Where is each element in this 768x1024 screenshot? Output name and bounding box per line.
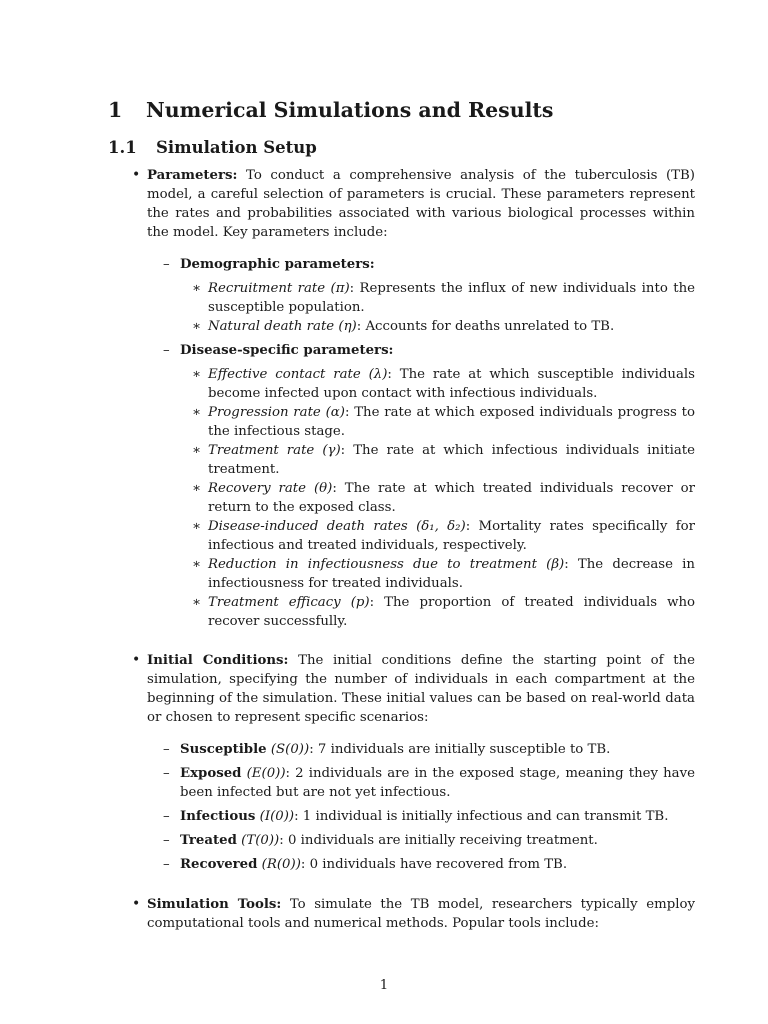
page-number: 1 [379, 978, 389, 993]
demographic-items [180, 279, 695, 336]
compartment-name: Infectious [180, 809, 256, 824]
initial-conditions-text: The initial conditions define the starting point of the simulation, specifying the number of individuals in each compartment at the beginning of the simulation. These initial values can be based on real-world data or chosen to represent specific scenarios: [147, 653, 695, 725]
list-item [147, 855, 695, 874]
param-symbol: (δ₁, δ₂) [416, 519, 466, 534]
list-item [180, 593, 695, 631]
param-desc: : Mortality rates specifically for infectious and treated individuals, respectively. [208, 519, 695, 553]
compartment-desc: : 2 individuals are in the exposed stage, meaning they have been infected but are not yet infectious. [180, 766, 695, 800]
param-name: Natural death rate [208, 319, 335, 334]
compartment-symbol: (I(0)) [259, 809, 295, 824]
section-number: 1 [108, 98, 123, 122]
list-item [147, 764, 695, 802]
param-desc: : The rate at which exposed individuals progress to the infectious stage. [208, 405, 695, 439]
compartment-desc: : 0 individuals are initially receiving treatment. [279, 833, 598, 848]
compartment-desc: : 0 individuals have recovered from TB. [300, 857, 568, 872]
simulation-tools-bullet [108, 895, 695, 933]
list-item [147, 807, 695, 826]
compartment-desc: : 1 individual is initially infectious and can transmit TB. [294, 809, 669, 824]
param-desc: : The decrease in infectiousness for treated individuals. [208, 557, 695, 591]
param-symbol: (γ) [322, 443, 341, 458]
param-symbol: (α) [325, 405, 345, 420]
param-symbol: (π) [330, 281, 350, 296]
compartment-symbol: (E(0)) [246, 766, 286, 781]
parameter-groups [147, 255, 695, 631]
compartment-desc: : 7 individuals are initially susceptible to TB. [309, 742, 611, 757]
param-symbol: (p) [350, 595, 370, 610]
list-item [147, 740, 695, 759]
initial-conditions-bullet [108, 651, 695, 874]
demographic-group [147, 255, 695, 336]
param-name: Reduction in infectiousness due to treatment [208, 557, 537, 572]
compartment-name: Treated [180, 833, 237, 848]
disease-group [147, 341, 695, 631]
section-heading [108, 98, 553, 122]
compartment-symbol: (R(0)) [261, 857, 301, 872]
compartment-symbol: (S(0)) [270, 742, 310, 757]
initial-conditions-items [147, 740, 695, 874]
list-item [180, 555, 695, 593]
initial-conditions-label: Initial Conditions: [147, 653, 289, 668]
param-symbol: (η) [338, 319, 357, 334]
param-symbol: (λ) [368, 367, 388, 382]
simulation-tools-label: Simulation Tools: [147, 897, 282, 912]
param-symbol: (β) [546, 557, 565, 572]
simulation-tools-text: To simulate the TB model, researchers typically employ computational tools and numerical methods. Popular tools include: [147, 897, 695, 931]
list-item [147, 831, 695, 850]
disease-label: Disease-specific parameters: [180, 343, 394, 358]
param-name: Recruitment rate [208, 281, 326, 296]
subsection-title: Simulation Setup [156, 138, 317, 157]
parameters-text: To conduct a comprehensive analysis of the tuberculosis (TB) model, a careful selection of parameters is crucial. These parameters represent the rates and probabilities associated with various biological processes within the model. Key parameters include: [147, 168, 695, 240]
parameters-label: Parameters: [147, 168, 238, 183]
section-title: Numerical Simulations and Results [146, 98, 554, 122]
param-name: Progression rate [208, 405, 321, 420]
param-name: Treatment rate [208, 443, 315, 458]
compartment-name: Recovered [180, 857, 258, 872]
param-name: Recovery rate [208, 481, 307, 496]
subsection-heading [108, 138, 317, 157]
param-name: Treatment efficacy [208, 595, 341, 610]
param-desc: : The proportion of treated individuals who recover successfully. [208, 595, 696, 629]
compartment-name: Exposed [180, 766, 242, 781]
param-name: Effective contact rate [208, 367, 361, 382]
list-item [180, 517, 695, 555]
list-item [180, 365, 695, 403]
param-desc: : The rate at which treated individuals recover or return to the exposed class. [208, 481, 695, 515]
compartment-name: Susceptible [180, 742, 267, 757]
parameters-bullet [108, 166, 695, 631]
param-symbol: (θ) [313, 481, 333, 496]
param-name: Disease-induced death rates [208, 519, 408, 534]
body-text [108, 166, 695, 933]
main-list [108, 166, 695, 933]
param-desc: : Represents the influx of new individuals into the susceptible population. [208, 281, 695, 315]
list-item [180, 279, 695, 317]
demographic-label: Demographic parameters: [180, 257, 375, 272]
param-desc: : The rate at which infectious individuals initiate treatment. [208, 443, 695, 477]
list-item [180, 317, 695, 336]
compartment-symbol: (T(0)) [241, 833, 280, 848]
disease-items [180, 365, 695, 631]
param-desc: : The rate at which susceptible individuals become infected upon contact with infectious individuals. [208, 367, 695, 401]
list-item [180, 441, 695, 479]
param-desc: : Accounts for deaths unrelated to TB. [356, 319, 615, 334]
subsection-number: 1.1 [108, 138, 137, 157]
list-item [180, 403, 695, 441]
list-item [180, 479, 695, 517]
